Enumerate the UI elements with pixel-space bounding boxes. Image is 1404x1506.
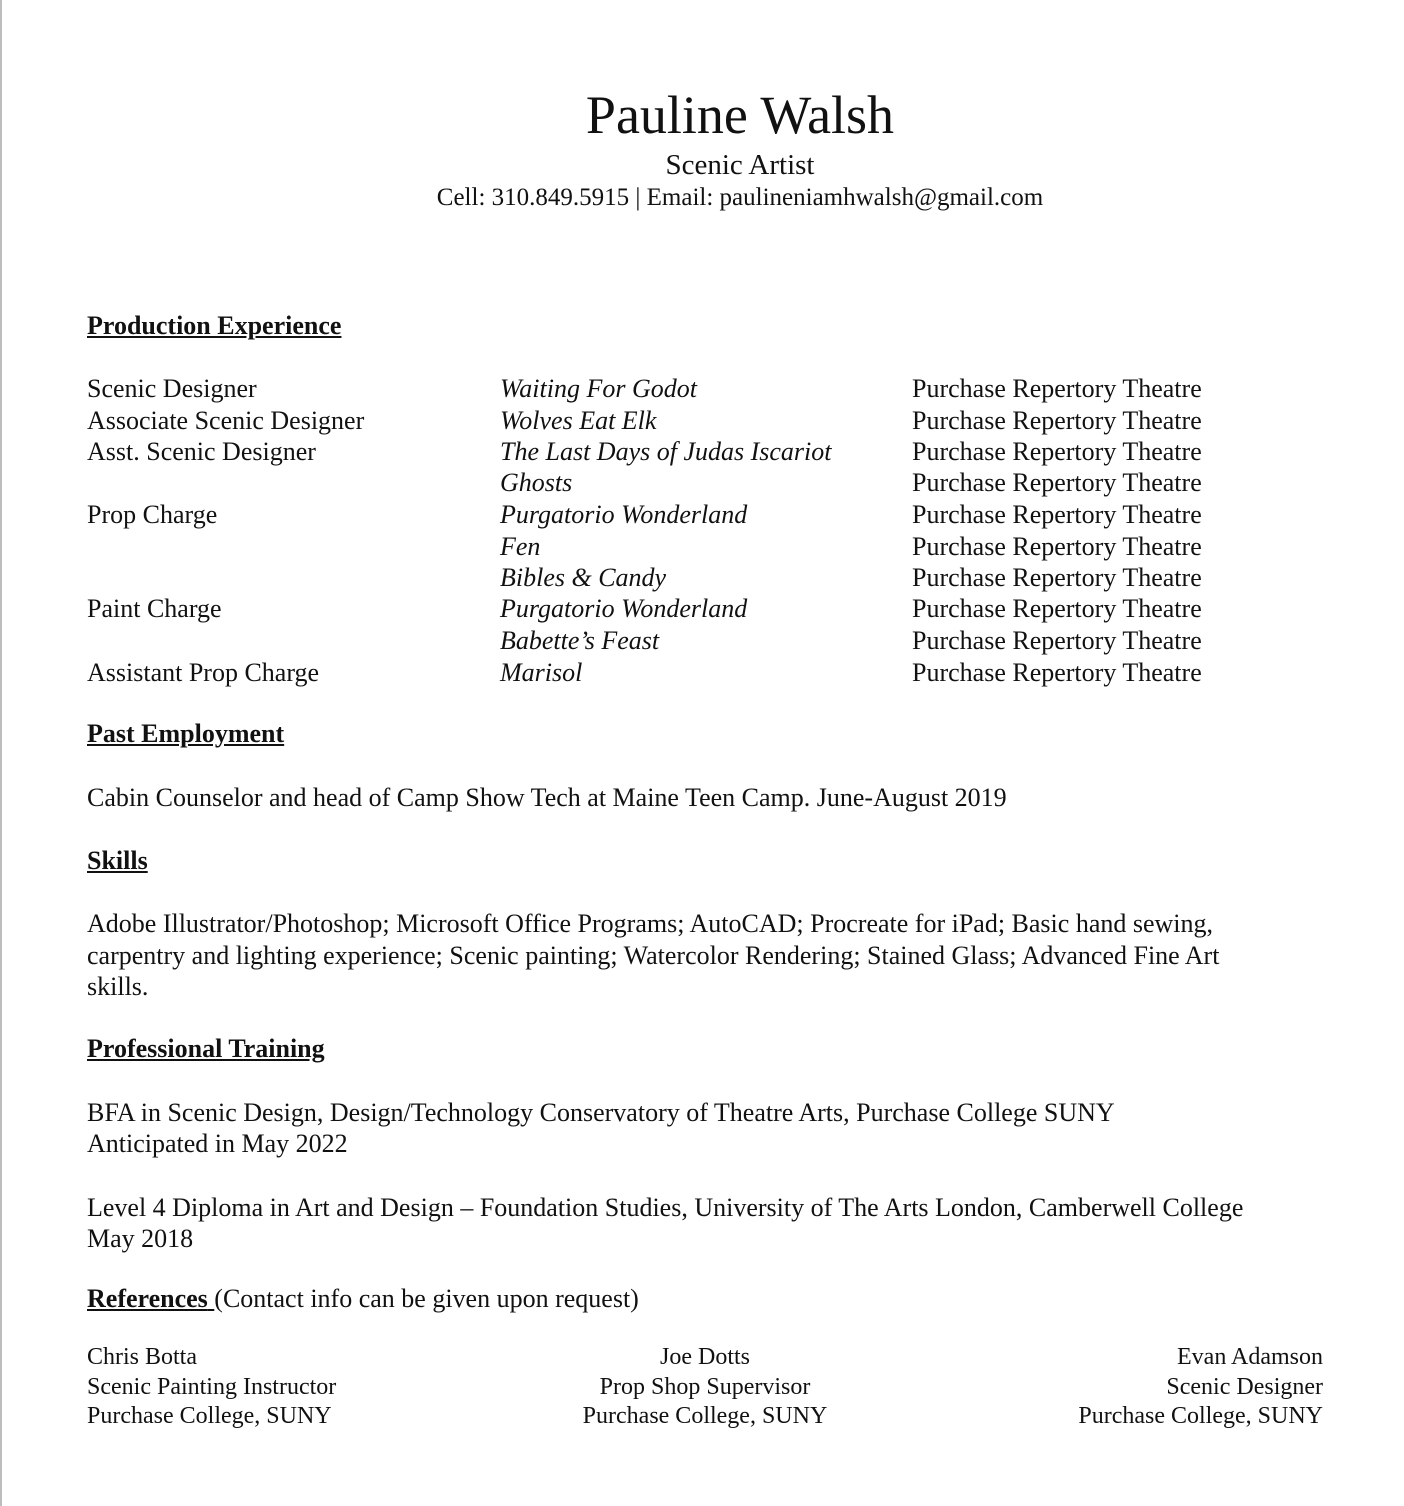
experience-show: Ghosts [500,468,573,497]
experience-venue: Purchase Repertory Theatre [912,563,1202,592]
experience-show: Wolves Eat Elk [500,406,657,435]
experience-row [0,562,1404,594]
reference-role: Scenic Designer [1166,1373,1323,1400]
reference-name: Chris Botta [87,1344,198,1370]
experience-show: Bibles & Candy [500,563,667,592]
contact-line: Cell: 310.849.5915 | Email: paulineniamhwalsh@gmail.com [436,184,1044,211]
experience-venue: Purchase Repertory Theatre [912,658,1202,687]
experience-venue: Purchase Repertory Theatre [912,374,1202,403]
reference-card [87,1343,336,1432]
experience-venue: Purchase Repertory Theatre [912,532,1202,561]
resume-title: Scenic Artist [665,149,815,181]
training-entry-line: BFA in Scenic Design, Design/Technology Conservatory of Theatre Arts, Purchase College SUNY [87,1098,1115,1127]
reference-org: Purchase College, SUNY [87,1403,332,1429]
experience-show: Purgatorio Wonderland [500,594,748,623]
reference-name: Evan Adamson [1177,1344,1323,1370]
reference-role: Scenic Painting Instructor [87,1373,337,1400]
reference-card [923,1343,1323,1432]
experience-role: Paint Charge [87,594,222,623]
experience-row [0,373,1404,405]
past-employment-text: Cabin Counselor and head of Camp Show Tech at Maine Teen Camp. June-August 2019 [87,783,1007,812]
training-entry-date: Anticipated in May 2022 [87,1129,348,1158]
training-entry-date: May 2018 [87,1224,194,1253]
experience-role: Prop Charge [87,500,218,529]
production-experience-heading: Production Experience [87,311,342,340]
experience-show: Marisol [500,658,583,687]
resume-name: Pauline Walsh [585,85,895,145]
experience-row [0,531,1404,563]
experience-row [0,405,1404,437]
experience-venue: Purchase Repertory Theatre [912,468,1202,497]
experience-row [0,467,1404,499]
experience-role: Assistant Prop Charge [87,658,320,687]
skills-line: carpentry and lighting experience; Scenic painting; Watercolor Rendering; Stained Glass; Advanced Fine Art [87,941,1220,970]
experience-venue: Purchase Repertory Theatre [912,406,1202,435]
professional-training-heading: Professional Training [87,1034,325,1063]
references-note: (Contact info can be given upon request) [214,1284,639,1313]
experience-venue: Purchase Repertory Theatre [912,437,1202,466]
reference-name: Joe Dotts [660,1344,750,1370]
reference-org: Purchase College, SUNY [1078,1403,1323,1429]
experience-show: Waiting For Godot [500,374,697,403]
reference-org: Purchase College, SUNY [582,1403,828,1429]
page-left-border [0,0,2,1506]
experience-row [0,625,1404,657]
skills-line: Adobe Illustrator/Photoshop; Microsoft Office Programs; AutoCAD; Procreate for iPad; Basic hand sewing, [87,909,1214,938]
references-heading-line [87,1284,639,1314]
experience-row [0,436,1404,468]
skills-line: skills. [87,972,149,1001]
experience-venue: Purchase Repertory Theatre [912,626,1202,655]
experience-venue: Purchase Repertory Theatre [912,594,1202,623]
experience-role: Associate Scenic Designer [87,406,365,435]
experience-role: Scenic Designer [87,374,257,403]
experience-show: Babette’s Feast [500,626,660,655]
past-employment-heading: Past Employment [87,719,285,748]
experience-show: The Last Days of Judas Iscariot [500,437,832,466]
experience-venue: Purchase Repertory Theatre [912,500,1202,529]
experience-role: Asst. Scenic Designer [87,437,316,466]
references-heading: References [87,1284,208,1313]
training-entry-line: Level 4 Diploma in Art and Design – Foundation Studies, University of The Arts London, Camberwell College [87,1193,1244,1222]
experience-row [0,657,1404,689]
experience-row [0,499,1404,531]
experience-show: Purgatorio Wonderland [500,500,748,529]
skills-heading: Skills [87,846,148,875]
reference-role: Prop Shop Supervisor [599,1373,811,1400]
experience-row [0,593,1404,625]
reference-card [505,1343,905,1432]
experience-show: Fen [500,532,541,561]
